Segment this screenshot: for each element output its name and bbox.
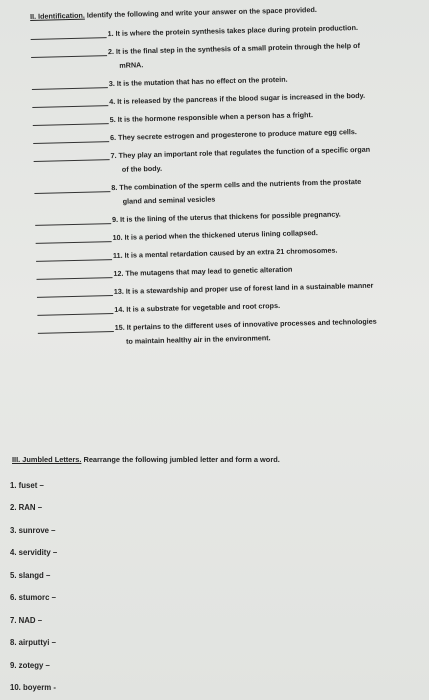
identification-heading: II. Identification. [30, 10, 85, 21]
answer-blank[interactable] [38, 323, 114, 334]
jumbled-item: 3. sunrove – [10, 525, 56, 535]
answer-blank[interactable] [34, 183, 110, 194]
jumbled-item: 4. servidity – [10, 548, 58, 558]
question-text: 11. It is a mental retardation caused by an extra 21 chromosomes. [112, 245, 338, 261]
question-text: 9. It is the lining of the uterus that thickens for possible pregnancy. [111, 209, 341, 225]
jumbled-item: 2. RAN – [10, 503, 43, 513]
question-text: 13. It is a stewardship and proper use of forest land in a sustainable manner [113, 280, 374, 297]
identification-instructions: Identify the following and write your answer on the space provided. [84, 4, 317, 20]
question-text: 12. The mutagens that may lead to genetic alteration [113, 264, 293, 279]
jumbled-item: 5. slangd – [10, 570, 51, 580]
identification-section [30, 2, 429, 348]
question-text: 1. It is where the protein synthesis takes place during protein production. [107, 22, 359, 39]
identification-list [30, 12, 429, 348]
question-text: 10. It is a period when the thickened uterus lining collapsed. [112, 228, 318, 243]
question-text-continued: gland and seminal vesicles [122, 194, 216, 206]
jumbled-item: 10. boyerm - [10, 683, 56, 693]
answer-blank[interactable] [31, 47, 107, 58]
question-text-continued: to maintain healthy air in the environment. [125, 333, 271, 346]
jumbled-item: 1. fuset – [10, 480, 44, 490]
jumbled-heading: III. Jumbled Letters. [12, 455, 82, 464]
jumbled-item: 7. NAD – [10, 615, 43, 625]
question-text: 8. The combination of the sperm cells and the nutrients from the prostate [111, 176, 362, 193]
question-text: 2. It is the final step in the synthesis of a small protein through the help of [107, 40, 361, 57]
question-text: 5. It is the hormone responsible when a person has a fright. [109, 110, 313, 125]
jumbled-item: 8. airputtyi – [10, 638, 56, 648]
jumbled-instructions: Rearrange the following jumbled letter and form a word. [81, 455, 280, 464]
question-text: 3. It is the mutation that has no effect on the protein. [108, 74, 288, 89]
question-text: 6. They secrete estrogen and progesterone to produce mature egg cells. [109, 127, 357, 143]
jumbled-item: 9. zotegy – [10, 660, 50, 670]
question-text: 15. It pertains to the different uses of innovative processes and technologies [114, 316, 377, 333]
answer-blank[interactable] [33, 151, 109, 162]
question-text-continued: of the body. [121, 163, 163, 174]
jumbled-title [10, 455, 420, 464]
question-text: 7. They play an important role that regulates the function of a specific organ [110, 144, 371, 161]
jumbled-list [10, 474, 420, 699]
question-text: 14. It is a substrate for vegetable and root crops. [114, 300, 281, 315]
jumbled-item: 6. stumorc – [10, 593, 56, 603]
question-text-continued: mRNA. [119, 60, 144, 70]
jumbled-section [10, 455, 420, 699]
question-text: 4. It is released by the pancreas if the blood sugar is increased in the body. [109, 90, 366, 107]
